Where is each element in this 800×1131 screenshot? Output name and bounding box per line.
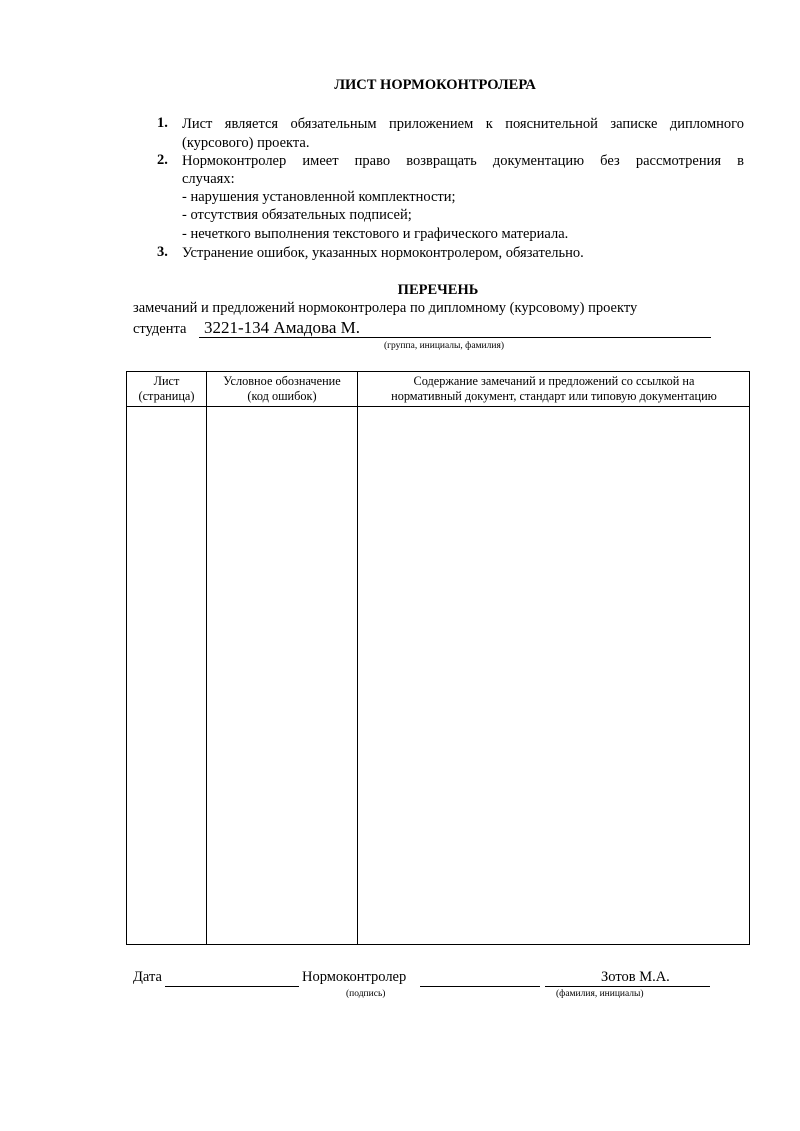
page-title: ЛИСТ НОРМОКОНТРОЛЕРА bbox=[334, 77, 536, 93]
header-cell-code bbox=[207, 374, 357, 404]
signature-caption: (подпись) bbox=[346, 989, 386, 999]
header-text: нормативный документ, стандарт или типовую документацию bbox=[391, 389, 717, 403]
rule-text-line: - нарушения установленной комплектности; bbox=[182, 189, 456, 205]
rule-text-line: Нормоконтролер имеет право возвращать документацию без рассмотрения в bbox=[182, 153, 744, 169]
student-caption: (группа, инициалы, фамилия) bbox=[384, 341, 504, 351]
rule-text-line: Лист является обязательным приложением к пояснительной записке дипломного bbox=[182, 116, 744, 132]
controller-label: Нормоконтролер bbox=[302, 969, 407, 985]
remarks-table bbox=[126, 371, 750, 945]
header-text: Лист bbox=[153, 374, 180, 388]
student-value: 3221-134 Амадова М. bbox=[204, 318, 360, 337]
date-label: Дата bbox=[133, 969, 162, 985]
rule-text-line: - отсутствия обязательных подписей; bbox=[182, 207, 412, 223]
rule-number: 2. bbox=[157, 152, 168, 168]
rule-number: 1. bbox=[157, 115, 168, 131]
header-cell-sheet bbox=[127, 374, 206, 404]
date-underline bbox=[165, 986, 299, 987]
header-text: (страница) bbox=[138, 389, 195, 403]
header-text: Содержание замечаний и предложений со ссылкой на bbox=[413, 374, 695, 388]
rule-text-line: Устранение ошибок, указанных нормоконтролером, обязательно. bbox=[182, 245, 584, 261]
controller-name: Зотов М.А. bbox=[601, 969, 670, 985]
header-text: Условное обозначение bbox=[223, 374, 341, 388]
rule-text-line: (курсового) проекта. bbox=[182, 135, 310, 151]
header-divider bbox=[127, 406, 749, 407]
column-divider bbox=[357, 372, 358, 944]
signature-underline bbox=[420, 986, 540, 987]
header-text: (код ошибок) bbox=[247, 389, 317, 403]
header-cell-content bbox=[358, 374, 750, 404]
rule-number: 3. bbox=[157, 244, 168, 260]
student-underline bbox=[199, 337, 711, 338]
student-label: студента bbox=[133, 321, 187, 337]
rule-text-line: - нечеткого выполнения текстового и графического материала. bbox=[182, 226, 569, 242]
list-heading: ПЕРЕЧЕНЬ bbox=[397, 282, 479, 298]
column-divider bbox=[206, 372, 207, 944]
name-underline bbox=[545, 986, 710, 987]
rule-text-line: случаях: bbox=[182, 171, 235, 187]
name-caption: (фамилия, инициалы) bbox=[556, 989, 644, 999]
list-subtitle: замечаний и предложений нормоконтролера по дипломному (курсовому) проекту bbox=[133, 300, 638, 316]
